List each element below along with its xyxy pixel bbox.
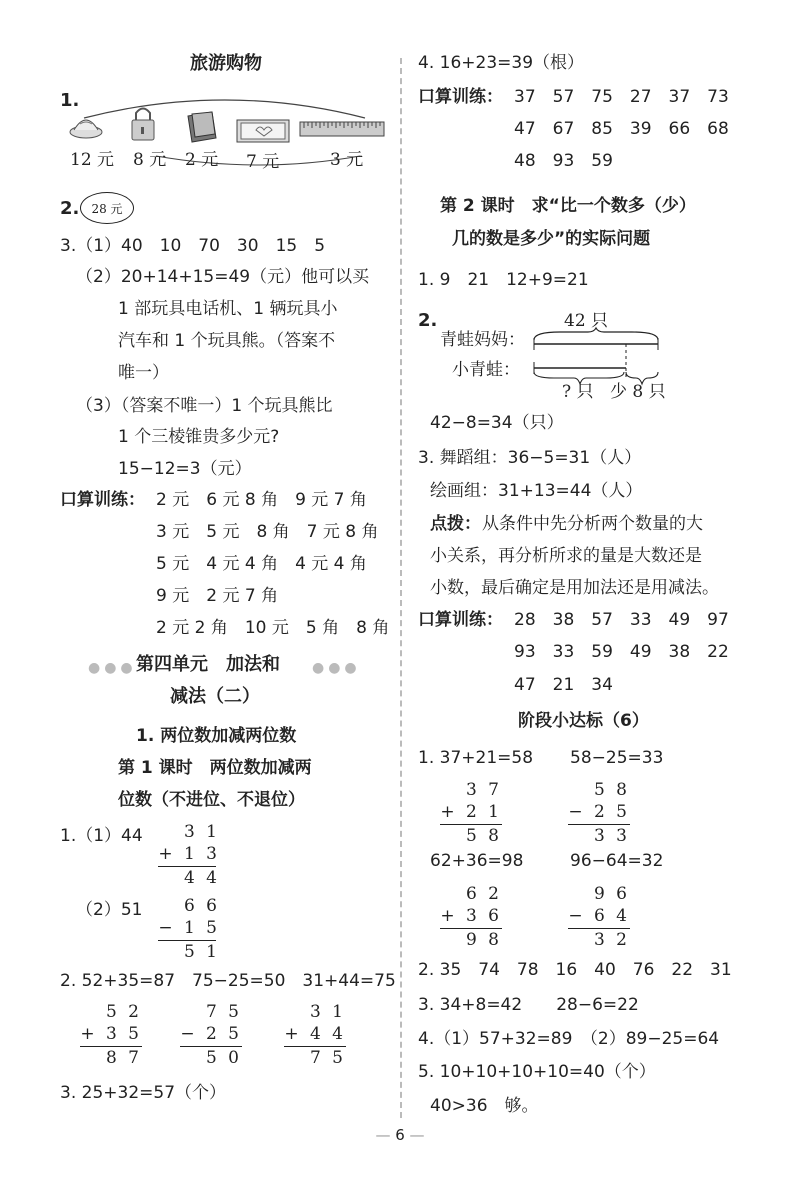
unit-title-line2: 减法（二）: [170, 686, 260, 707]
oral-row: 28 38 57 33 49 97: [514, 610, 729, 630]
oral-training-label: 口算训练：: [418, 87, 503, 107]
s-q1-c: 62+36=98: [430, 851, 524, 871]
r-q4: 4. 16+23=39（根）: [418, 53, 585, 73]
vertical-calc: [440, 884, 510, 954]
frog-mother-label: 青蛙妈妈：: [440, 330, 525, 350]
calc-line: [440, 928, 502, 929]
top-brace: [534, 328, 658, 340]
l2-q2-number: 2.: [418, 310, 438, 331]
oral-training-label: 口算训练：: [60, 490, 145, 510]
vertical-calc: [180, 1002, 250, 1072]
l1-q2: 2. 52+35=87 75−25=50 31+44=75: [60, 971, 396, 991]
vertical-calc: [158, 896, 228, 966]
operand-top: 6 2: [465, 884, 502, 904]
oral-training-label: 口算训练：: [418, 610, 503, 630]
s-q1-b: 58−25=33: [570, 748, 664, 768]
decor-dots-right: ●●●: [312, 660, 361, 676]
s-q5-line2: 40>36 够。: [430, 1096, 539, 1116]
oral-row: 48 93 59: [514, 151, 613, 171]
calc-result: 7 5: [309, 1048, 346, 1068]
tip-label: 点拨：: [430, 514, 481, 534]
l1-q1-part2: （2）51: [76, 900, 143, 920]
calc-result: 4 4: [183, 868, 220, 888]
calc-result: 3 3: [593, 826, 630, 846]
l2-q2-answer: 42−8=34（只）: [430, 413, 564, 433]
column-divider: [400, 58, 402, 1118]
oral-row: 9 元 2 元 7 角: [156, 586, 279, 606]
operand-bottom: + 2 1: [440, 802, 502, 822]
oral-row: 2 元 2 角 10 元 5 角 8 角: [156, 618, 390, 638]
calc-line: [180, 1046, 242, 1047]
oral-row: 3 元 5 元 8 角 7 元 8 角: [156, 522, 379, 542]
book-icon: [188, 112, 216, 142]
q2-number: 2.: [60, 198, 80, 219]
q3-part1: 3.（1）40 10 70 30 15 5: [60, 236, 326, 256]
operand-top: 6 6: [183, 896, 220, 916]
lesson2-title-line2: 几的数是多少”的实际问题: [452, 229, 651, 249]
s-q1-a: 1. 37+21=58: [418, 748, 534, 768]
l2-q3-line1: 3. 舞蹈组：36−5=31（人）: [418, 448, 642, 468]
page-number: 6: [395, 1126, 405, 1144]
price-pencil-case: 7 元: [246, 152, 280, 172]
calc-result: 9 8: [465, 930, 502, 950]
label-unknown: ? 只: [562, 382, 594, 402]
l2-q3-line2: 绘画组：31+13=44（人）: [430, 481, 643, 501]
q3-part3-line2: 1 个三棱锥贵多少元?: [118, 427, 280, 447]
operand-bottom: + 3 5: [80, 1024, 142, 1044]
price-ruler: 3 元: [330, 150, 364, 170]
operand-bottom: + 1 3: [158, 844, 220, 864]
calc-line: [568, 928, 630, 929]
page-footer: — 6 —: [375, 1126, 425, 1144]
calc-result: 8 7: [105, 1048, 142, 1068]
calc-result: 5 1: [183, 942, 220, 962]
lesson1-title-line2: 位数（不进位、不退位）: [118, 790, 305, 810]
lock-icon: [132, 109, 154, 141]
section-title: 1. 两位数加减两位数: [136, 726, 297, 746]
calc-line: [284, 1046, 346, 1047]
lesson2-title-line1: 第 2 课时 求“比一个数多（少）: [440, 196, 696, 216]
q3-part2-line4: 唯一）: [118, 363, 169, 383]
unit-title-line1: 第四单元 加法和: [136, 654, 280, 675]
operand-bottom: − 6 4: [568, 906, 630, 926]
price-hat: 12 元: [70, 150, 115, 170]
q3-part2-line1: （2）20+14+15=49（元）他可以买: [76, 267, 370, 287]
operand-bottom: − 1 5: [158, 918, 220, 938]
vertical-calc: [440, 780, 510, 850]
operand-top: 3 1: [183, 822, 220, 842]
calc-line: [80, 1046, 142, 1047]
operand-top: 9 6: [593, 884, 630, 904]
s-q1-d: 96−64=32: [570, 851, 664, 871]
tip-line1: 从条件中先分析两个数量的大: [482, 514, 703, 534]
tip-line2: 小关系，再分析所求的量是大数还是: [430, 546, 702, 566]
l2-q1: 1. 9 21 12+9=21: [418, 270, 589, 290]
q1-number: 1.: [60, 90, 80, 111]
calc-line: [158, 940, 216, 941]
s-q2: 2. 35 74 78 16 40 76 22 31: [418, 960, 732, 980]
oral-row: 47 67 85 39 66 68: [514, 119, 729, 139]
stage-title: 阶段小达标（6）: [518, 711, 649, 731]
oral-row: 37 57 75 27 37 73: [514, 87, 729, 107]
s-q4: 4.（1）57+32=89 （2）89−25=64: [418, 1029, 720, 1049]
oral-row: 5 元 4 元 4 角 4 元 4 角: [156, 554, 367, 574]
price-lock: 8 元: [133, 150, 167, 170]
operand-top: 5 2: [105, 1002, 142, 1022]
vertical-calc: [158, 822, 228, 892]
q3-part3-line1: （3）（答案不唯一）1 个玩具熊比: [76, 396, 333, 416]
operand-top: 5 8: [593, 780, 630, 800]
s-q5-line1: 5. 10+10+10+10=40（个）: [418, 1062, 656, 1082]
operand-bottom: − 2 5: [568, 802, 630, 822]
hat-icon: [70, 120, 102, 138]
l1-q1-part1: 1.（1）44: [60, 826, 143, 846]
oral-row: 2 元 6 元 8 角 9 元 7 角: [156, 490, 367, 510]
vertical-calc: [568, 780, 638, 850]
q3-part3-line3: 15−12=3（元）: [118, 459, 252, 479]
calc-result: 3 2: [593, 930, 630, 950]
q3-part2-line2: 1 部玩具电话机、1 辆玩具小: [118, 299, 338, 319]
vertical-calc: [80, 1002, 150, 1072]
price-book: 2 元: [185, 150, 219, 170]
calc-line: [440, 824, 502, 825]
oral-row: 47 21 34: [514, 675, 613, 695]
operand-top: 3 7: [465, 780, 502, 800]
little-frog-label: 小青蛙：: [452, 360, 520, 380]
calc-line: [158, 866, 216, 867]
connect-arc: [84, 100, 365, 118]
calc-result: 5 8: [465, 826, 502, 846]
calc-result: 5 0: [205, 1048, 242, 1068]
operand-bottom: − 2 5: [180, 1024, 242, 1044]
tip-line3: 小数，最后确定是用加法还是用减法。: [430, 578, 719, 598]
vertical-calc: [568, 884, 638, 954]
operand-top: 3 1: [309, 1002, 346, 1022]
lesson1-title-line1: 第 1 课时 两位数加减两: [118, 758, 312, 778]
label-less-8: 少 8 只: [610, 382, 666, 402]
operand-top: 7 5: [205, 1002, 242, 1022]
vertical-calc: [284, 1002, 354, 1072]
operand-bottom: + 4 4: [284, 1024, 346, 1044]
answer-circle: 28 元: [80, 192, 134, 224]
calc-line: [568, 824, 630, 825]
decor-dots-left: ●●●: [88, 660, 137, 676]
travel-title: 旅游购物: [190, 53, 262, 74]
line-diagram: [530, 328, 670, 388]
pencil-case-icon: [237, 120, 289, 142]
q3-part2-line3: 汽车和 1 个玩具熊。（答案不: [118, 331, 336, 351]
s-q3: 3. 34+8=42 28−6=22: [418, 995, 639, 1015]
operand-bottom: + 3 6: [440, 906, 502, 926]
items-illustration: [60, 90, 390, 150]
ruler-icon: [300, 122, 384, 136]
l1-q3: 3. 25+32=57（个）: [60, 1083, 227, 1103]
oral-row: 93 33 59 49 38 22: [514, 642, 729, 662]
label-42: 42 只: [564, 311, 609, 331]
